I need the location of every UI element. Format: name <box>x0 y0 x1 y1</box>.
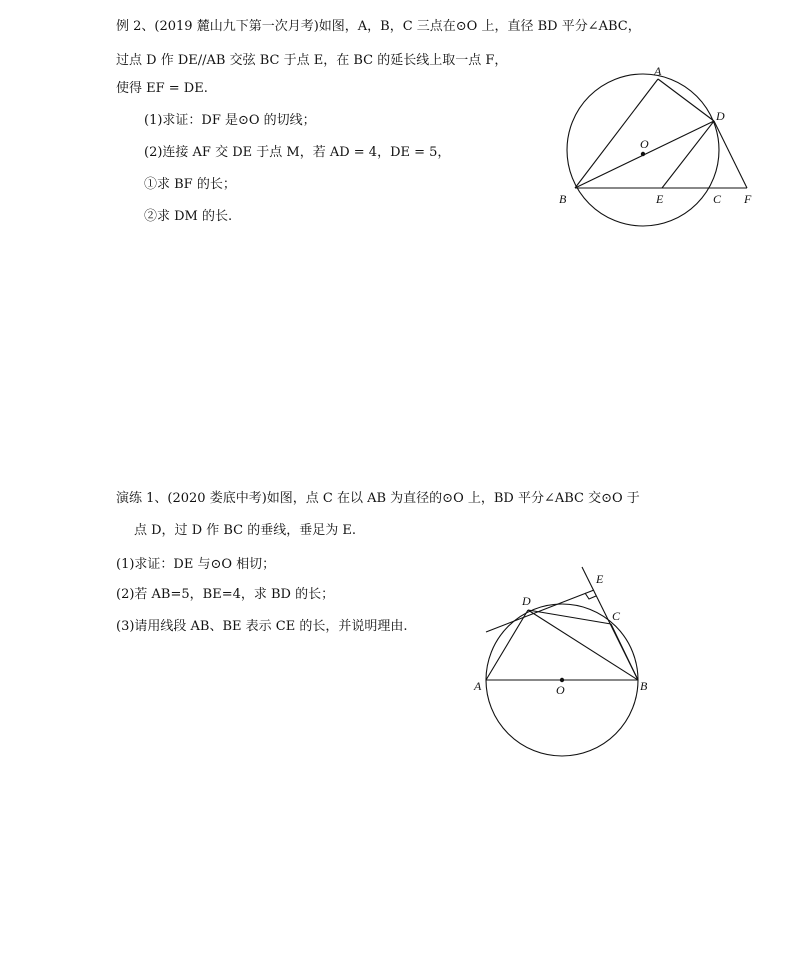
practice1-segment-ad <box>486 610 528 680</box>
example2-question2: (2)连接 AF 交 DE 于点 M，若 AD = 4，DE = 5， <box>144 145 451 160</box>
practice1-line2: 点 D，过 D 作 BC 的垂线，垂足为 E. <box>134 523 357 538</box>
example2-label-f: F <box>744 192 752 206</box>
practice1-label-d: D <box>522 594 531 608</box>
example2-label-e: E <box>656 192 664 206</box>
practice1-center-dot <box>560 678 564 682</box>
practice1-label-c: C <box>612 609 621 623</box>
practice1-label-b: B <box>640 679 648 693</box>
practice1-question1: (1)求证：DE 与⊙O 相切； <box>116 557 276 572</box>
example2-line2: 过点 D 作 DE//AB 交弦 BC 于点 E，在 BC 的延长线上取一点 F， <box>116 53 508 68</box>
practice1-label-a: A <box>474 679 482 693</box>
practice1-label-o: O <box>556 683 565 697</box>
example2-question1: (1)求证：DF 是⊙O 的切线； <box>144 113 316 128</box>
example2-label-o: O <box>640 137 649 151</box>
example2-question2b: ②求 DM 的长. <box>144 209 233 224</box>
practice1-label-e: E <box>596 572 604 586</box>
example2-title-line: 例 2、(2019 麓山九下第一次月考)如图，A，B，C 三点在⊙O 上，直径 BD 平分∠ABC， <box>116 19 641 34</box>
practice1-right-angle-mark <box>585 593 596 599</box>
example2-line3: 使得 EF = DE. <box>116 81 208 96</box>
example2-label-b: B <box>559 192 567 206</box>
practice1-question3: (3)请用线段 AB、BE 表示 CE 的长，并说明理由. <box>116 619 408 634</box>
example2-label-d: D <box>716 109 725 123</box>
example2-label-a: A <box>654 64 662 78</box>
practice1-segment-dc <box>528 610 611 624</box>
practice1-tangent-de <box>486 590 594 632</box>
practice1-title-line: 演练 1、(2020 娄底中考)如图，点 C 在以 AB 为直径的⊙O 上，BD 平分∠ABC 交⊙O 于 <box>116 491 640 506</box>
example2-label-c: C <box>713 192 722 206</box>
practice1-question2: (2)若 AB=5，BE=4，求 BD 的长； <box>116 587 335 602</box>
practice1-line-be <box>582 567 638 680</box>
example2-question2a: ①求 BF 的长； <box>144 177 236 192</box>
